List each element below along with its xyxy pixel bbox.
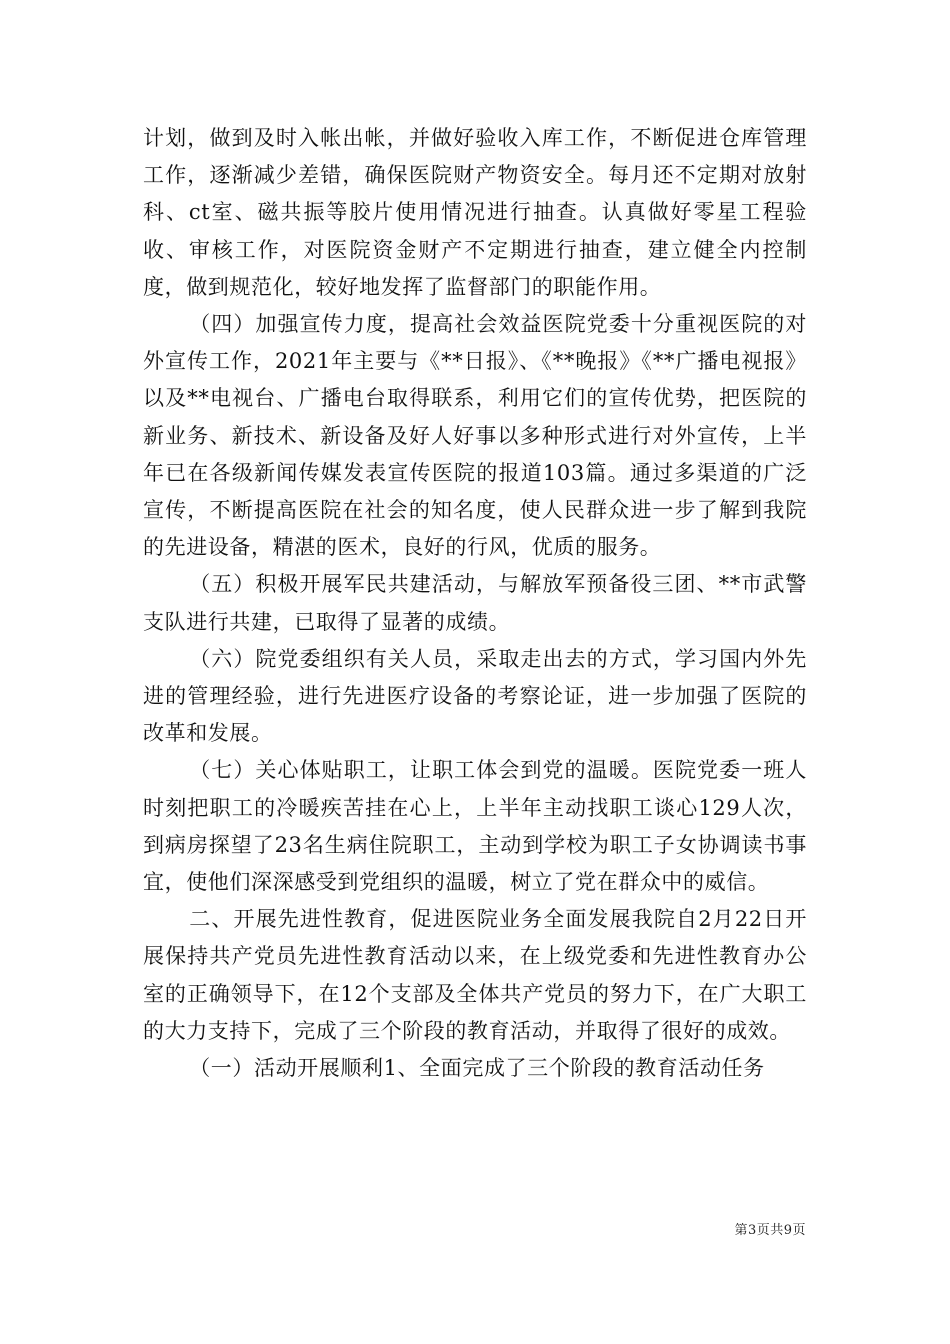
paragraph-section-two: 二、开展先进性教育，促进医院业务全面发展我院自2月22日开展保持共产党员先进性教育活动以来，在上级党委和先进性教育办公室的正确领导下，在12个支部及全体共产党员的努力下，在广大职工的大力支持下，完成了三个阶段的教育活动，并取得了很好的成效。: [143, 907, 807, 1043]
paragraph-military-civilian: （五）积极开展军民共建活动，与解放军预备役三团、**市武警支队进行共建，已取得了显著的成绩。: [143, 572, 807, 634]
paragraph-continuation: 计划，做到及时入帐出帐，并做好验收入库工作，不断促进仓库管理工作，逐渐减少差错，确保医院财产物资安全。每月还不定期对放射科、ct室、磁共振等胶片使用情况进行抽查。认真做好零星工程验收、审核工作，对医院资金财产不定期进行抽查，建立健全内控制度，做到规范化，较好地发挥了监督部门的职能作用。: [143, 126, 807, 299]
paragraph-staff-care: （七）关心体贴职工，让职工体会到党的温暖。医院党委一班人时刻把职工的冷暖疾苦挂在心上，上半年主动找职工谈心129人次，到病房探望了23名生病住院职工，主动到学校为职工子女协调读书事宜，使他们深深感受到党组织的温暖，树立了党在群众中的威信。: [143, 758, 807, 895]
paragraph-study-tour: （六）院党委组织有关人员，采取走出去的方式，学习国内外先进的管理经验，进行先进医疗设备的考察论证，进一步加强了医院的改革和发展。: [143, 646, 807, 746]
page-number: 第3页共9页: [734, 1223, 806, 1238]
document-body: [143, 120, 807, 1087]
paragraph-activity-smooth: （一）活动开展顺利1、全面完成了三个阶段的教育活动任务: [189, 1056, 765, 1081]
paragraph-publicity: （四）加强宣传力度，提高社会效益医院党委十分重视医院的对外宣传工作，2021年主要与《**日报》、《**晚报》《**广播电视报》以及**电视台、广播电台取得联系，利用它们的宣传优势，把医院的新业务、新技术、新设备及好人好事以多种形式进行对外宣传，上半年已在各级新闻传媒发表宣传医院的报道103篇。通过多渠道的广泛宣传，不断提高医院在社会的知名度，使人民群众进一步了解到我院的先进设备，精湛的医术，良好的行风，优质的服务。: [143, 312, 807, 560]
